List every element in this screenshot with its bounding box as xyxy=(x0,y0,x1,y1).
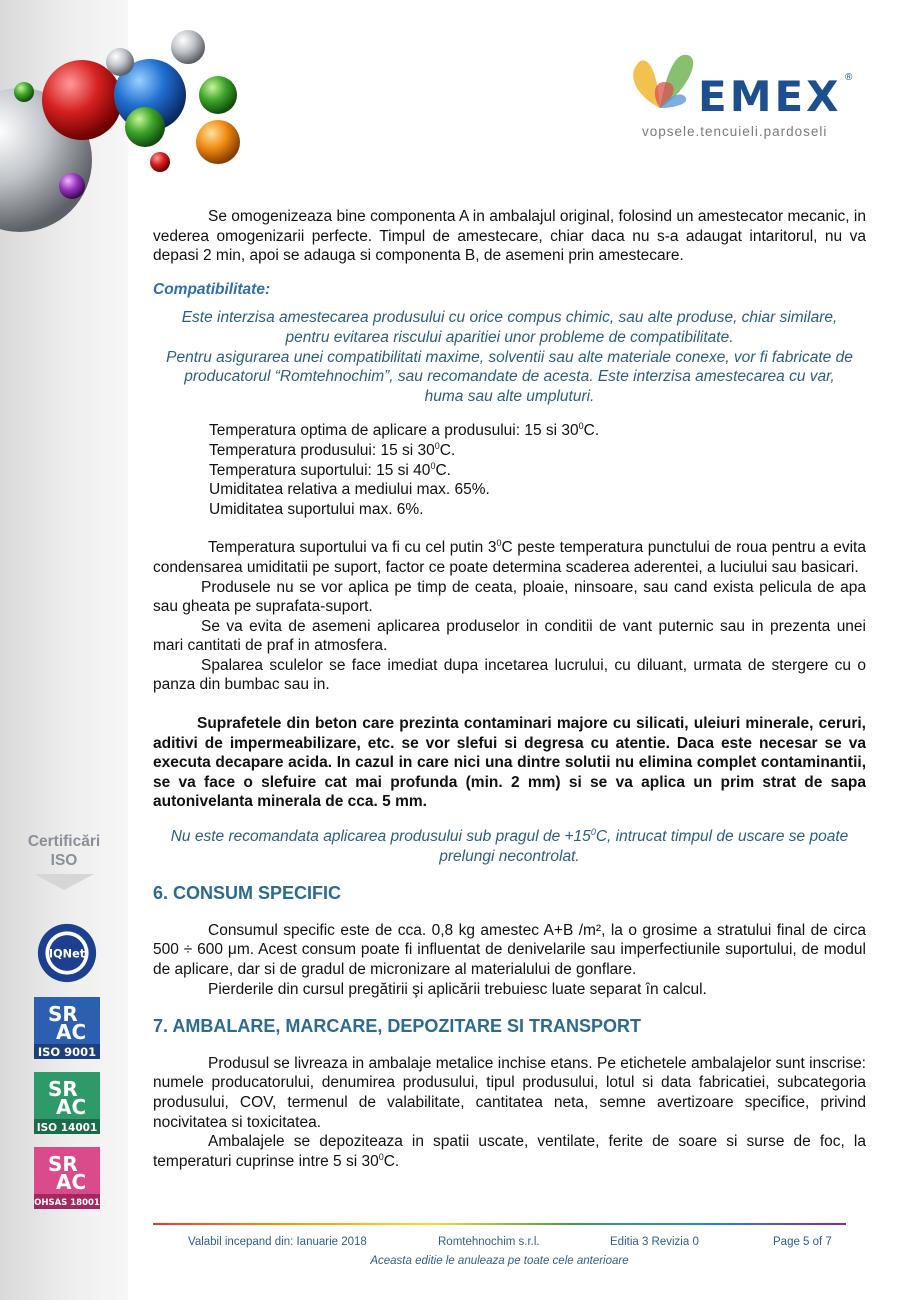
certifications-panel xyxy=(18,832,110,895)
list-item: Temperatura optima de aplicare a produsului: 15 si $30^0C$. xyxy=(209,421,600,440)
footer-divider xyxy=(153,1223,846,1225)
iqnet-label: IQNet xyxy=(48,947,86,961)
footer-edition: Editia 3 Revizia 0 xyxy=(610,1236,699,1248)
svg-text:OHSAS 18001: OHSAS 18001 xyxy=(34,1198,100,1208)
svg-text:SR: SR xyxy=(48,1077,78,1101)
svg-text:AC: AC xyxy=(56,1020,87,1044)
paragraph-note: Nu este recomandata aplicarea produsului sub pragul de $+15^0C$, intrucat timpul de uscare se poate prelungi necontrolat. xyxy=(170,826,849,865)
logo-tagline: vopsele.tencuieli.pardoseli xyxy=(642,124,828,139)
compatibility-heading: Compatibilitate: xyxy=(153,280,271,298)
list-item: Umiditatea suportului max. 6%. xyxy=(209,500,424,518)
svg-text:SR: SR xyxy=(48,1152,78,1176)
document-body xyxy=(153,207,866,1171)
paragraph-wind: Se va evita de asemeni aplicarea produselor in conditii de vant puternic sau in prezenta unei mari cantitati de praf in atmosfera. xyxy=(153,617,866,655)
conditions-list xyxy=(209,421,866,519)
list-item: Temperatura produsului: 15 si $30^0C$. xyxy=(209,440,456,459)
list-item: Umiditatea relativa a mediului max. 65%. xyxy=(209,481,490,499)
section-7-title: 7. AMBALARE, MARCARE, DEPOZITARE SI TRANSPORT xyxy=(153,1016,642,1037)
svg-text:AC: AC xyxy=(56,1170,87,1194)
logo-registered-mark: ® xyxy=(845,72,853,83)
iso-14001-badge xyxy=(34,1072,100,1134)
emex-logo xyxy=(620,38,870,148)
list-item: Temperatura suportului: 15 si $40^0C$. xyxy=(209,460,451,479)
footer-company: Romtehnochim s.r.l. xyxy=(438,1236,540,1248)
footer-page-number: Page 5 of 7 xyxy=(773,1236,832,1248)
paragraph-concrete: Suprafetele din beton care prezinta contaminari majore cu silicati, uleiuri minerale, ceruri, aditivi de impermeabilizare, etc. se vor slefui si degresa cu atentie. Daca este necesar se va executa decapare acida. In cazul in care nici una dintre solutii nu elimina complet contaminantii, se va face o slefuire cat mai profunda (min. 2 mm) si se va aplica un prim strat de sapa autonivelanta minerala de cca. 5 mm. xyxy=(153,715,866,811)
svg-text:ISO 14001: ISO 14001 xyxy=(36,1122,98,1134)
butterfly-icon xyxy=(620,38,700,118)
svg-text:ISO 9001: ISO 9001 xyxy=(37,1045,97,1059)
paragraph-weather: Produsele nu se vor aplica pe timp de ceata, ploaie, ninsoare, sau cand exista pelicula de apa sau gheata pe suprafata-suport. xyxy=(153,578,866,616)
ohsas-18001-badge xyxy=(34,1147,100,1209)
compatibility-text-1: Este interzisa amestecarea produsului cu orice compus chimic, sau alte produse, chiar similare, pentru evitarea riscului aparitiei unor probleme de compatibilitate. xyxy=(181,309,838,346)
compatibility-text-2: Pentru asigurarea unei compatibilitati maxime, solventii sau alte materiale conexe, vor fi fabricate de producatorul “Romtehnochim”, sau recomandate de acesta. Este interzisa amestecarea cu var, huma sau alte umpluturi. xyxy=(166,348,853,405)
svg-text:AC: AC xyxy=(56,1095,87,1119)
footer-valid-date: Valabil incepand din: Ianuarie 2018 xyxy=(188,1236,367,1248)
footer-note: Aceasta editie le anuleaza pe toate cele anterioare xyxy=(370,1255,629,1267)
iso-9001-badge xyxy=(34,997,100,1059)
arrow-down-icon xyxy=(34,874,94,890)
paragraph-dew-point: Temperatura suportului va fi cu cel putin $3^0C$ peste temperatura punctului de roua pentru a evita condensarea umiditatii pe suport, factor ce poate determina scaderea aderentei, a luciului sau basicari. xyxy=(153,538,866,576)
logo-wordmark: EMEX xyxy=(698,72,842,121)
iqnet-badge xyxy=(34,922,100,984)
paragraph-storage: Ambalajele se depoziteaza in spatii uscate, ventilate, ferite de soare si surse de foc, la temperaturi cuprinse intre 5 si $30^0C$. xyxy=(153,1133,866,1170)
decorative-spheres-image xyxy=(0,0,260,240)
paragraph-mixing: Se omogenizeaza bine componenta A in ambalajul original, folosind un amestecator mecanic, in vederea omogenizarii perfecte. Timpul de amestecare, chiar daca nu s-a adaugat intaritorul, nu va depasi 2 min, apoi se adauga si componenta B, de asemeni prin amestecare. xyxy=(153,208,866,265)
paragraph-consumption: Consumul specific este de cca. 0,8 kg amestec A+B /m², la o grosime a stratului final de circa 500 ÷ 600 μm. Acest consum poate fi influentat de denivelarile sau imperfectiunile suportului, de modul de aplicare, dar si de gradul de micronizare al materialului de gonflare. xyxy=(153,921,866,978)
paragraph-tools: Spalarea sculelor se face imediat dupa incetarea lucrului, cu diluant, urmata de stergere cu o panza din bumbac sau in. xyxy=(153,656,866,694)
section-6-title: 6. CONSUM SPECIFIC xyxy=(153,883,342,904)
paragraph-packaging: Produsul se livreaza in ambalaje metalice inchise etans. Pe etichetele ambalajelor sunt inscrise: numele producatorului, denumirea produsului, tipul produsului, lotul si data fabricatiei, subcategoria produsului, COV, termenul de valabilitate, cantitatea neta, semne avertizoare specifice, privind nocivitatea si toxicitatea. xyxy=(153,1054,866,1131)
paragraph-losses: Pierderile din cursul pregătirii şi aplicării trebuiesc luate separat în calcul. xyxy=(208,980,707,998)
certifications-title: Certificări ISO xyxy=(27,833,101,869)
svg-text:SR: SR xyxy=(48,1002,78,1026)
